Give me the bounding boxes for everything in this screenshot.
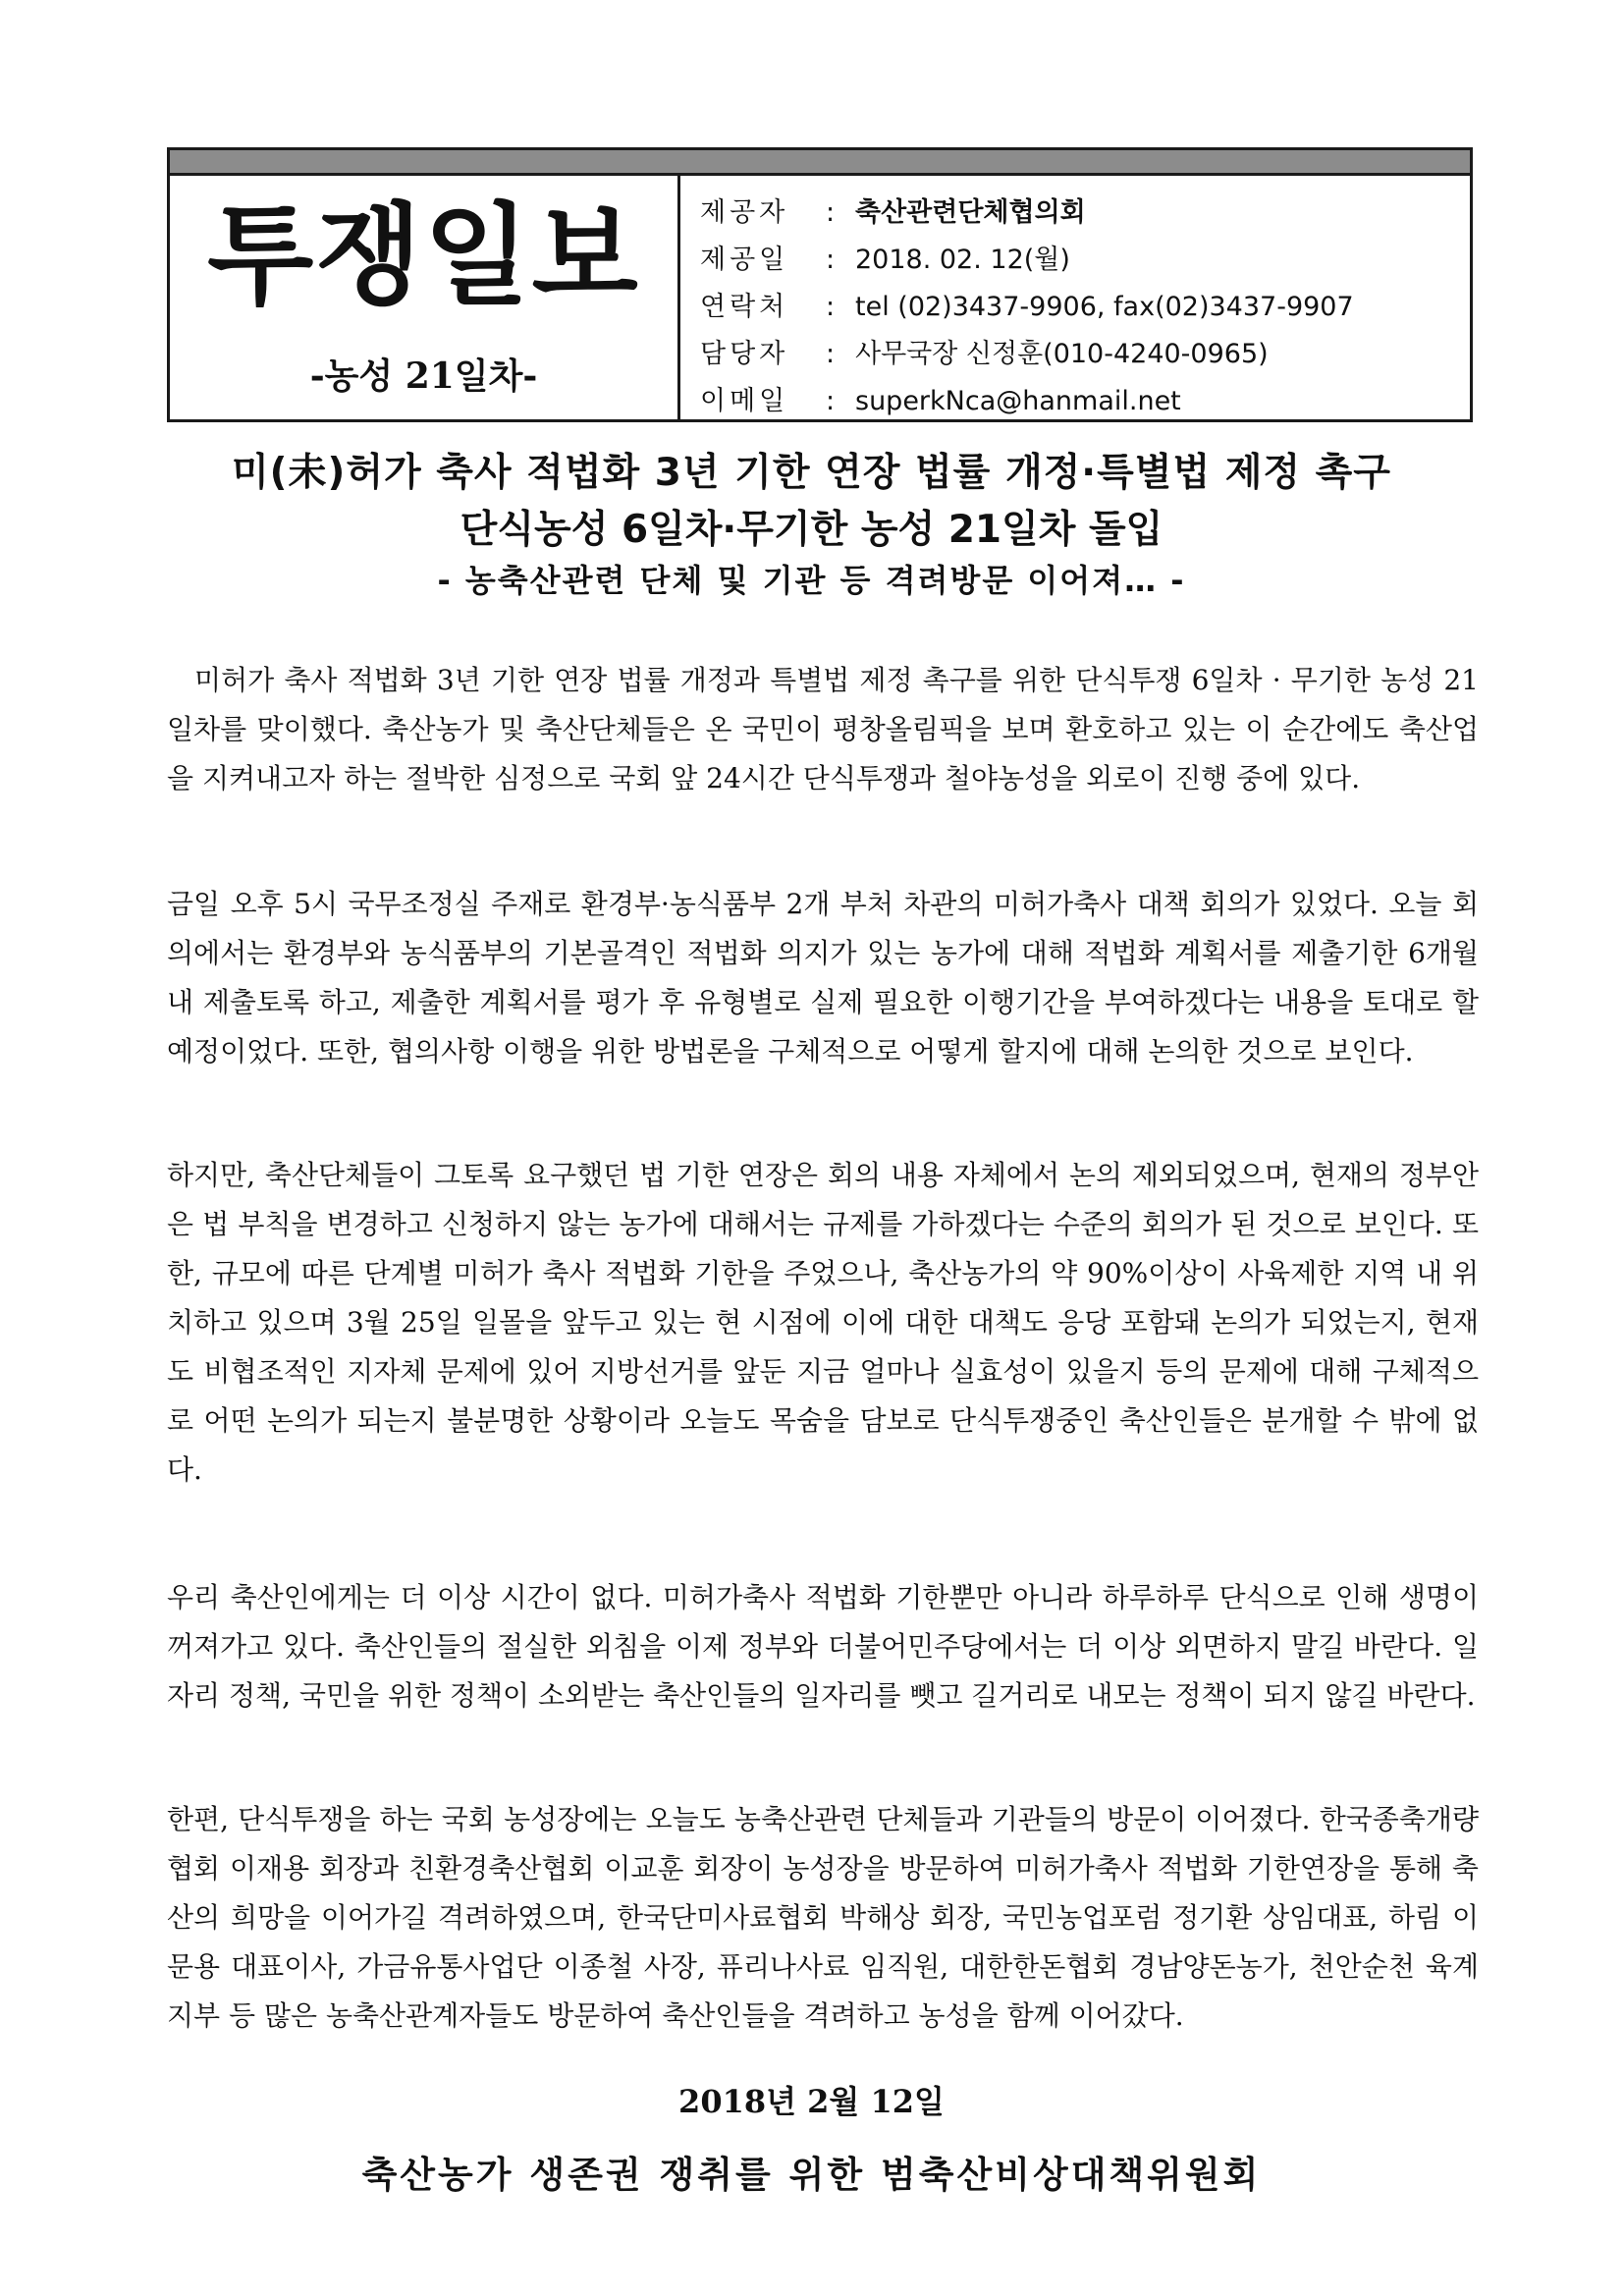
- masthead-subtitle: -농성 21일차-: [309, 355, 538, 397]
- contact-colon: :: [826, 292, 836, 322]
- body-paragraph: 한편, 단식투쟁을 하는 국회 농성장에는 오늘도 농축산관련 단체들과 기관들의 방문이 이어졌다. 한국종축개량협회 이재용 회장과 친환경축산협회 이교훈 회장이 농성장을 방문하여 미허가축사 적법화 기한연장을 통해 축산의 희망을 이어가길 격려하였으며, 한국단미사료협회 박해상 회장, 국민농업포럼 정기환 상임대표, 하림 이문용 대표이사, 가금유통사업단 이종철 사장, 퓨리나사료 임직원, 대한한돈협회 경남양돈농가, 천안순천 육계지부 등 많은 농축산관계자들도 방문하여 축산인들을 격려하고 농성을 함께 이어갔다.: [167, 1803, 1479, 2032]
- contact-label: 이메일: [700, 386, 789, 416]
- masthead-shade-bar: [170, 150, 1470, 176]
- contact-label: 제공자: [700, 197, 789, 228]
- contact-row-provider: [700, 190, 1470, 237]
- headline-subtitle: - 농축산관련 단체 및 기관 등 격려방문 이어져… -: [437, 562, 1186, 599]
- masthead-box: [167, 147, 1473, 422]
- body-paragraph: 금일 오후 5시 국무조정실 주재로 환경부·농식품부 2개 부처 차관의 미허가축사 대책 회의가 있었다. 오늘 회의에서는 환경부와 농식품부의 기본골격인 적법화 의지가 있는 농가에 대해 적법화 계획서를 제출기한 6개월 내 제출토록 하고, 제출한 계획서를 평가 후 유형별로 실제 필요한 이행기간을 부여하겠다는 내용을 토대로 할 예정이었다. 또한, 협의사항 이행을 위한 방법론을 구체적으로 어떻게 할지에 대해 논의한 것으로 보인다.: [167, 888, 1479, 1067]
- headline-secondary: 단식농성 6일차·무기한 농성 21일차 돌입: [460, 508, 1163, 552]
- masthead-title: 투쟁일보: [207, 192, 640, 320]
- contact-colon: :: [826, 386, 836, 416]
- contact-row-email: [700, 378, 1470, 425]
- signature-date: 2018년 2월 12일: [678, 2083, 945, 2120]
- contact-value: tel (02)3437-9906, fax(02)3437-9907: [855, 292, 1354, 322]
- signature-organization: 축산농가 생존권 쟁취를 위한 범축산비상대책위원회: [361, 2153, 1262, 2196]
- contact-row-phone: [700, 284, 1470, 331]
- body-paragraph: 하지만, 축산단체들이 그토록 요구했던 법 기한 연장은 회의 내용 자체에서 논의 제외되었으며, 현재의 정부안은 법 부칙을 변경하고 신청하지 않는 농가에 대해서는 규제를 가하겠다는 수준의 회의가 된 것으로 보인다. 또한, 규모에 따른 단계별 미허가 축사 적법화 기한을 주었으나, 축산농가의 약 90%이상이 사육제한 지역 내 위치하고 있으며 3월 25일 일몰을 앞두고 있는 현 시점에 이에 대한 대책도 응당 포함돼 논의가 되었는지, 현재도 비협조적인 지자체 문제에 있어 지방선거를 앞둔 지금 얼마나 실효성이 있을지 등의 문제에 대해 구체적으로 어떤 논의가 되는지 불분명한 상황이라 오늘도 목숨을 담보로 단식투쟁중인 축산인들은 분개할 수 밖에 없다.: [167, 1159, 1479, 1486]
- contact-info-cell: [680, 176, 1470, 419]
- body-paragraph: 미허가 축사 적법화 3년 기한 연장 법률 개정과 특별법 제정 촉구를 위한 단식투쟁 6일차 · 무기한 농성 21일차를 맞이했다. 축산농가 및 축산단체들은 온 국민이 평창올림픽을 보며 환호하고 있는 이 순간에도 축산업을 지켜내고자 하는 절박한 심정으로 국회 앞 24시간 단식투쟁과 철야농성을 외로이 진행 중에 있다.: [167, 664, 1479, 794]
- contact-label: 연락처: [700, 292, 789, 322]
- contact-colon: :: [826, 245, 836, 275]
- masthead-title-cell: [170, 176, 680, 419]
- contact-colon: :: [826, 197, 836, 228]
- contact-label: 제공일: [700, 245, 789, 275]
- contact-row-date: [700, 237, 1470, 284]
- contact-value: 축산관련단체협의회: [855, 197, 1086, 228]
- headline-main: 미(未)허가 축사 적법화 3년 기한 연장 법률 개정·특별법 제정 촉구: [232, 451, 1391, 495]
- contact-colon: :: [826, 339, 836, 369]
- contact-label: 담당자: [700, 339, 789, 369]
- contact-value: superkNca@hanmail.net: [855, 386, 1181, 416]
- contact-value: 사무국장 신정훈(010-4240-0965): [855, 339, 1269, 369]
- contact-value: 2018. 02. 12(월): [855, 245, 1070, 275]
- contact-row-person: [700, 331, 1470, 378]
- body-paragraph: 우리 축산인에게는 더 이상 시간이 없다. 미허가축사 적법화 기한뿐만 아니라 하루하루 단식으로 인해 생명이 꺼져가고 있다. 축산인들의 절실한 외침을 이제 정부와 더불어민주당에서는 더 이상 외면하지 말길 바란다. 일자리 정책, 국민을 위한 정책이 소외받는 축산인들의 일자리를 뺏고 길거리로 내모는 정책이 되지 않길 바란다.: [167, 1581, 1479, 1712]
